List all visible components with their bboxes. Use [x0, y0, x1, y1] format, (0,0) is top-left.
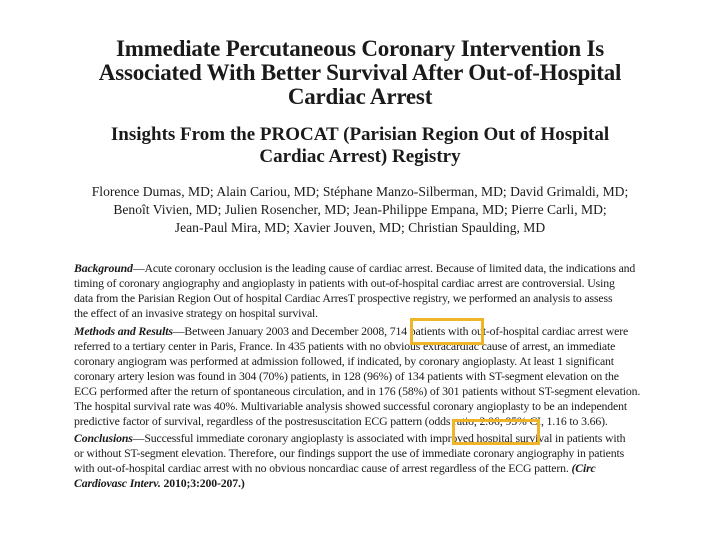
- citation-part-1: (Circ: [571, 461, 596, 475]
- authors-line-3: Jean-Paul Mira, MD; Xavier Jouven, MD; Christian Spaulding, MD: [174, 220, 546, 235]
- conclusions-text-3: with out-of-hospital cardiac arrest with no obvious noncardiac cause of arrest regardless of the ECG pattern.: [74, 461, 572, 475]
- citation-volume-pages: 2010;3:200-207.): [160, 476, 245, 490]
- abstract-methods-line-5: ECG performed after the return of spontaneous circulation, and in 176 (58%) of 301 patients without ST-segment elevation.: [74, 384, 641, 398]
- conclusions-text-1: —Successful immediate coronary angioplasty is associated with improved hospital survival in patients with: [132, 431, 626, 445]
- paper-title-line-1: Immediate Percutaneous Coronary Intervention Is: [115, 36, 605, 61]
- authors-line-1: Florence Dumas, MD; Alain Cariou, MD; Stéphane Manzo-Silberman, MD; David Grimaldi, MD;: [91, 184, 629, 199]
- paper-subtitle-line-2: Cardiac Arrest) Registry: [259, 146, 461, 167]
- abstract-background-line-2: timing of coronary angiography and angioplasty in patients with out-of-hospital cardiac arrest are controversial. Using: [74, 276, 615, 290]
- background-text-1: —Acute coronary occlusion is the leading cause of cardiac arrest. Because of limited data, the indications and: [132, 261, 636, 275]
- methods-label: Methods and Results: [74, 324, 173, 338]
- abstract-conclusions-line-3: [74, 461, 714, 475]
- highlight-box-odds-ratio: [452, 419, 540, 445]
- abstract-methods-line-6: The hospital survival rate was 40%. Multivariable analysis showed successful coronary angioplasty to be an independent: [74, 399, 627, 413]
- background-label: Background: [74, 261, 133, 275]
- abstract-conclusions-line-1: [74, 431, 714, 445]
- abstract-methods-line-4: coronary artery lesion was found in 304 (70%) patients, in 128 (96%) of 134 patients with ST-segment elevation on the: [74, 369, 619, 383]
- abstract-background-line-1: [74, 261, 714, 275]
- abstract-citation-line: [74, 476, 714, 490]
- paper-title-line-2: Associated With Better Survival After Out-of-Hospital: [98, 60, 622, 85]
- conclusions-label: Conclusions: [74, 431, 133, 445]
- authors-line-2: Benoît Vivien, MD; Julien Rosencher, MD; Jean-Philippe Empana, MD; Pierre Carli, MD;: [113, 202, 607, 217]
- abstract-conclusions-line-2: or without ST-segment elevation. Therefore, our findings support the use of immediate coronary angiography in patients: [74, 446, 625, 460]
- paper-subtitle-line-1: Insights From the PROCAT (Parisian Region Out of Hospital: [110, 124, 610, 145]
- abstract-methods-line-7: predictive factor of survival, regardless of the postresuscitation ECG pattern (odds ratio, 2.06; 95% CI, 1.16 to 3.66).: [74, 414, 608, 428]
- paper-title-line-3: Cardiac Arrest: [287, 84, 433, 109]
- abstract-background-line-4: the effect of an invasive strategy on hospital survival.: [74, 306, 318, 320]
- abstract-background-line-3: data from the Parisian Region Out of hospital Cardiac ArresT prospective registry, we performed an analysis to assess: [74, 291, 613, 305]
- abstract-methods-line-2: referred to a tertiary center in Paris, France. In 435 patients with no obvious extracardiac cause of arrest, an immediate: [74, 339, 616, 353]
- highlight-box-714-patients: [410, 318, 484, 345]
- abstract-methods-line-1: [74, 324, 714, 338]
- citation-journal: Cardiovasc Interv.: [74, 476, 161, 490]
- abstract-methods-line-3: coronary angiogram was performed at admission followed, if indicated, by coronary angioplasty. At least 1 significant: [74, 354, 614, 368]
- methods-text-1: —Between January 2003 and December 2008, 714 patients with out-of-hospital cardiac arrest were: [172, 324, 629, 338]
